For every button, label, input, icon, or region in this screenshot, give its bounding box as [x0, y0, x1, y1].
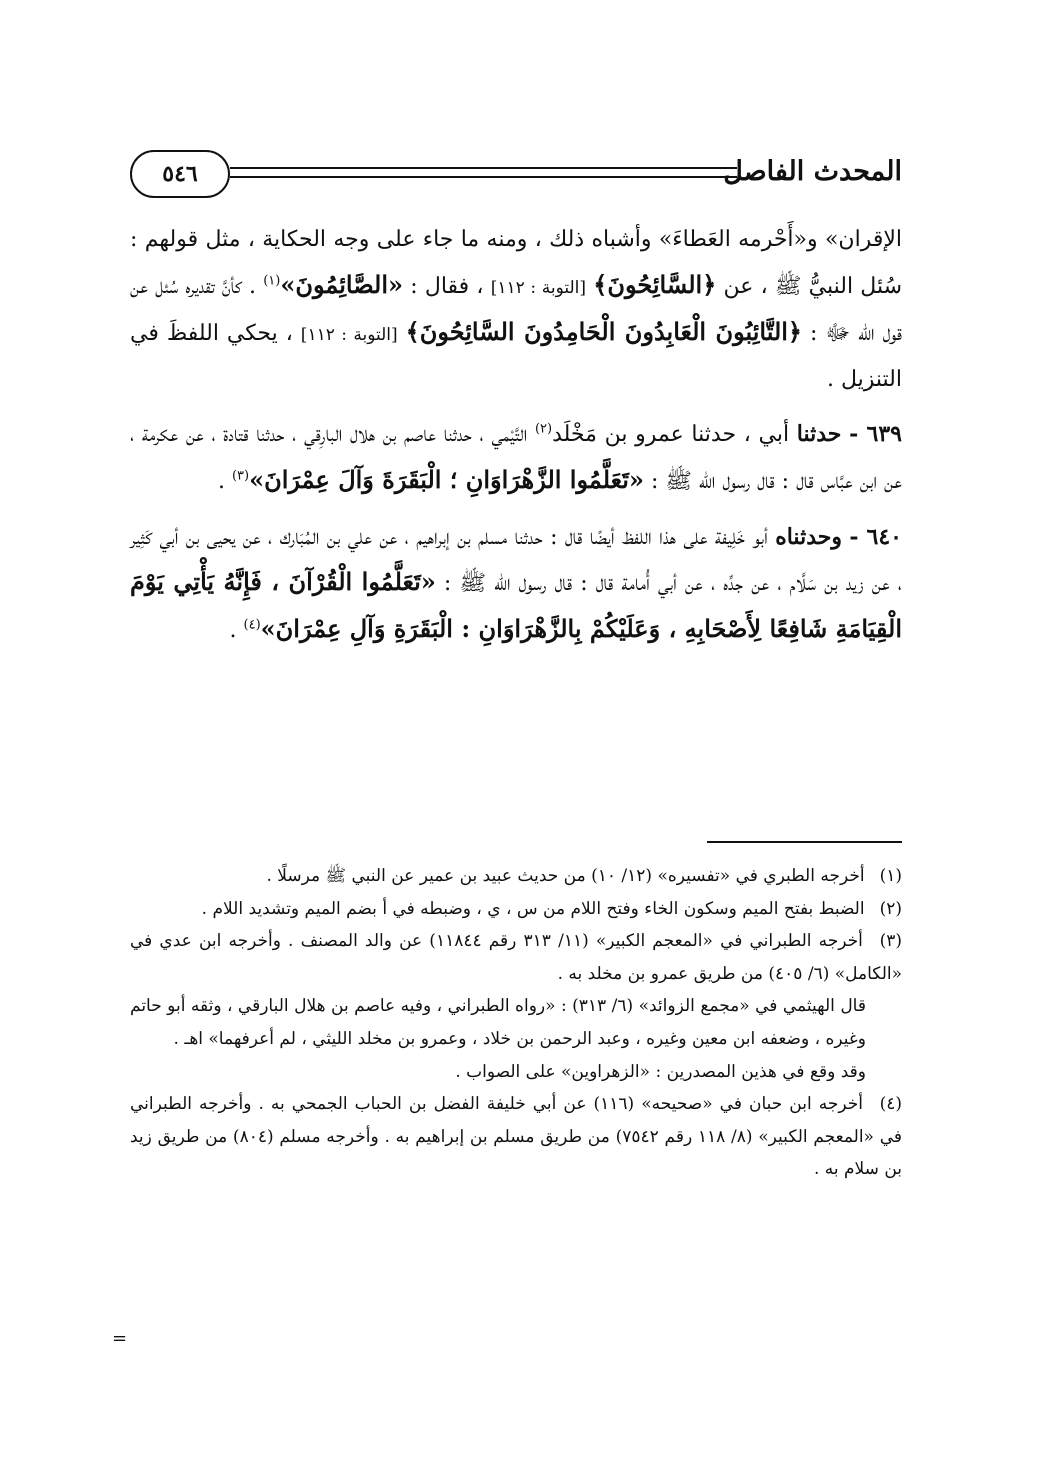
footnote-number: (٣): [879, 931, 902, 952]
text-span: أبو خَلِيفة على هذا اللفظ أيضًا قال : حدثنا مسلم بن إبراهيم ، عن علي بن المُبَارك ، عن يحيى بن أبي كَثِير ، عن زيد بن سَلَّام ، عن جدِّه ، عن أبي أُمامة قال : قال رسول الله ﷺ :: [130, 524, 902, 597]
continuation-marker: =: [112, 1328, 128, 1349]
footnotes: [130, 860, 902, 1186]
hadith-number: ٦٣٩ -: [849, 421, 902, 448]
quote: «الصَّائِمُونَ»: [280, 269, 404, 299]
footnote-ref[interactable]: (١): [263, 273, 281, 289]
text-line: قولهم : سُئل النبيُّ ﷺ ، عن: [130, 227, 903, 299]
footnote-3: [130, 925, 902, 990]
footnote-ref[interactable]: (٤): [243, 617, 261, 633]
footnote-4: [130, 1088, 902, 1186]
text-span: .: [229, 617, 244, 643]
hadith-number: ٦٤٠ -: [849, 523, 902, 550]
book-title: المحدث الفاصل: [723, 156, 902, 187]
text-span: . كأنَّ تقديره سُئل عن قول الله ﷻ :: [130, 273, 903, 347]
footnote-divider: [707, 841, 902, 843]
hadith-639: [130, 412, 902, 504]
footnote-number: (٢): [879, 898, 902, 919]
hadith-lead: حدثنا: [796, 421, 842, 448]
main-text: [130, 218, 902, 663]
footnote-1: [130, 860, 902, 893]
quran-quote: ﴿السَّائِحُونَ﴾: [593, 269, 717, 299]
page-number: ٥٤٦: [130, 150, 230, 198]
hadith-quote: «تَعَلَّمُوا الزَّهْرَاوَانِ ؛ الْبَقَرَةَ وَآلَ عِمْرَانَ»: [249, 464, 644, 494]
footnote-ref[interactable]: (٣): [231, 468, 250, 484]
page-header: [130, 150, 902, 202]
text-span: ، فقال :: [410, 273, 491, 299]
text-span: ، يحكي اللفظَ في التنزيل .: [130, 321, 902, 392]
footnote-2: [130, 893, 902, 926]
quran-reference: [التوبة : ١١٢]: [490, 277, 587, 298]
footnote-text: أخرجه ابن حبان في «صحيحه» (١١٦) عن أبي خليفة الفضل بن الحباب الجمحي به . وأخرجه الطبراني في «المعجم الكبير» (٨/ ١١٨ رقم ٧٥٤٢) من طريق مسلم بن إبراهيم به . وأخرجه مسلم (٨٠٤) من طريق زيد بن سلام به .: [130, 1094, 902, 1180]
text-line: الإقران» و«أَحْرمه العَطاءَ» وأشباه ذلك ، ومنه ما جاء على وجه الحكاية ، مثل: [205, 227, 902, 252]
quran-reference: [التوبة : ١١٢]: [300, 325, 398, 346]
header-rule: [230, 167, 737, 178]
footnote-3-continued: قال الهيثمي في «مجمع الزوائد» (٦/ ٣١٣) : «رواه الطبراني ، وفيه عاصم بن هلال البارقي ، وثقه أبو حاتم وغيره ، وضعفه ابن معين وغيره ، وعبد الرحمن بن خلاد ، وعمرو بن مخلد الليثي ، لم أعرفهما» اهـ .: [130, 996, 866, 1049]
hadith-quote: «تَعَلَّمُوا الْقُرْآنَ ، فَإِنَّهُ يَأْتِي يَوْمَ الْقِيَامَةِ شَافِعًا لِأَصْحَابِهِ ، وَعَلَيْكُمْ بِالزَّهْرَاوَانِ : الْبَقَرَةِ وَآلِ عِمْرَانَ»: [130, 567, 902, 643]
footnote-number: (٤): [879, 1094, 902, 1115]
hadith-640: [130, 515, 902, 654]
text-span: أبي ، حدثنا عمرو بن مَخْلَد: [552, 422, 797, 448]
hadith-lead: وحدثناه: [775, 523, 842, 550]
paragraph-intro: [130, 218, 902, 402]
footnote-text: أخرجه الطبراني في «المعجم الكبير» (١١/ ٣١٣ رقم ١١٨٤٤) عن والد المصنف . وأخرجه ابن عدي في «الكامل» (٦/ ٤٠٥) من طريق عمرو بن مخلد به .: [130, 931, 902, 984]
footnote-number: (١): [879, 866, 902, 886]
footnote-3-note: وقد وقع في هذين المصدرين : «الزهراوين» على الصواب .: [455, 1061, 866, 1082]
text-span: التَّيْمي ، حدثنا عاصم بن هلال البارِقي ، حدثنا قتادة ، عن عكرمة ، عن ابن عبَّاس قال : قال رسول الله ﷺ :: [130, 422, 902, 494]
footnote-text: الضبط بفتح الميم وسكون الخاء وفتح اللام من س ، ي ، وضبطه في أ بضم الميم وتشديد اللام .: [201, 898, 865, 919]
footnote-text: أخرجه الطبري في «تفسيره» (١٢/ ١٠) من حديث عبيد بن عمير عن النبي ﷺ مرسلًا .: [266, 866, 865, 886]
footnote-ref[interactable]: (٢): [534, 422, 553, 438]
text-span: .: [217, 468, 232, 494]
quran-quote: ﴿التَّائِبُونَ الْعَابِدُونَ الْحَامِدُونَ السَّائِحُونَ﴾: [405, 317, 802, 347]
